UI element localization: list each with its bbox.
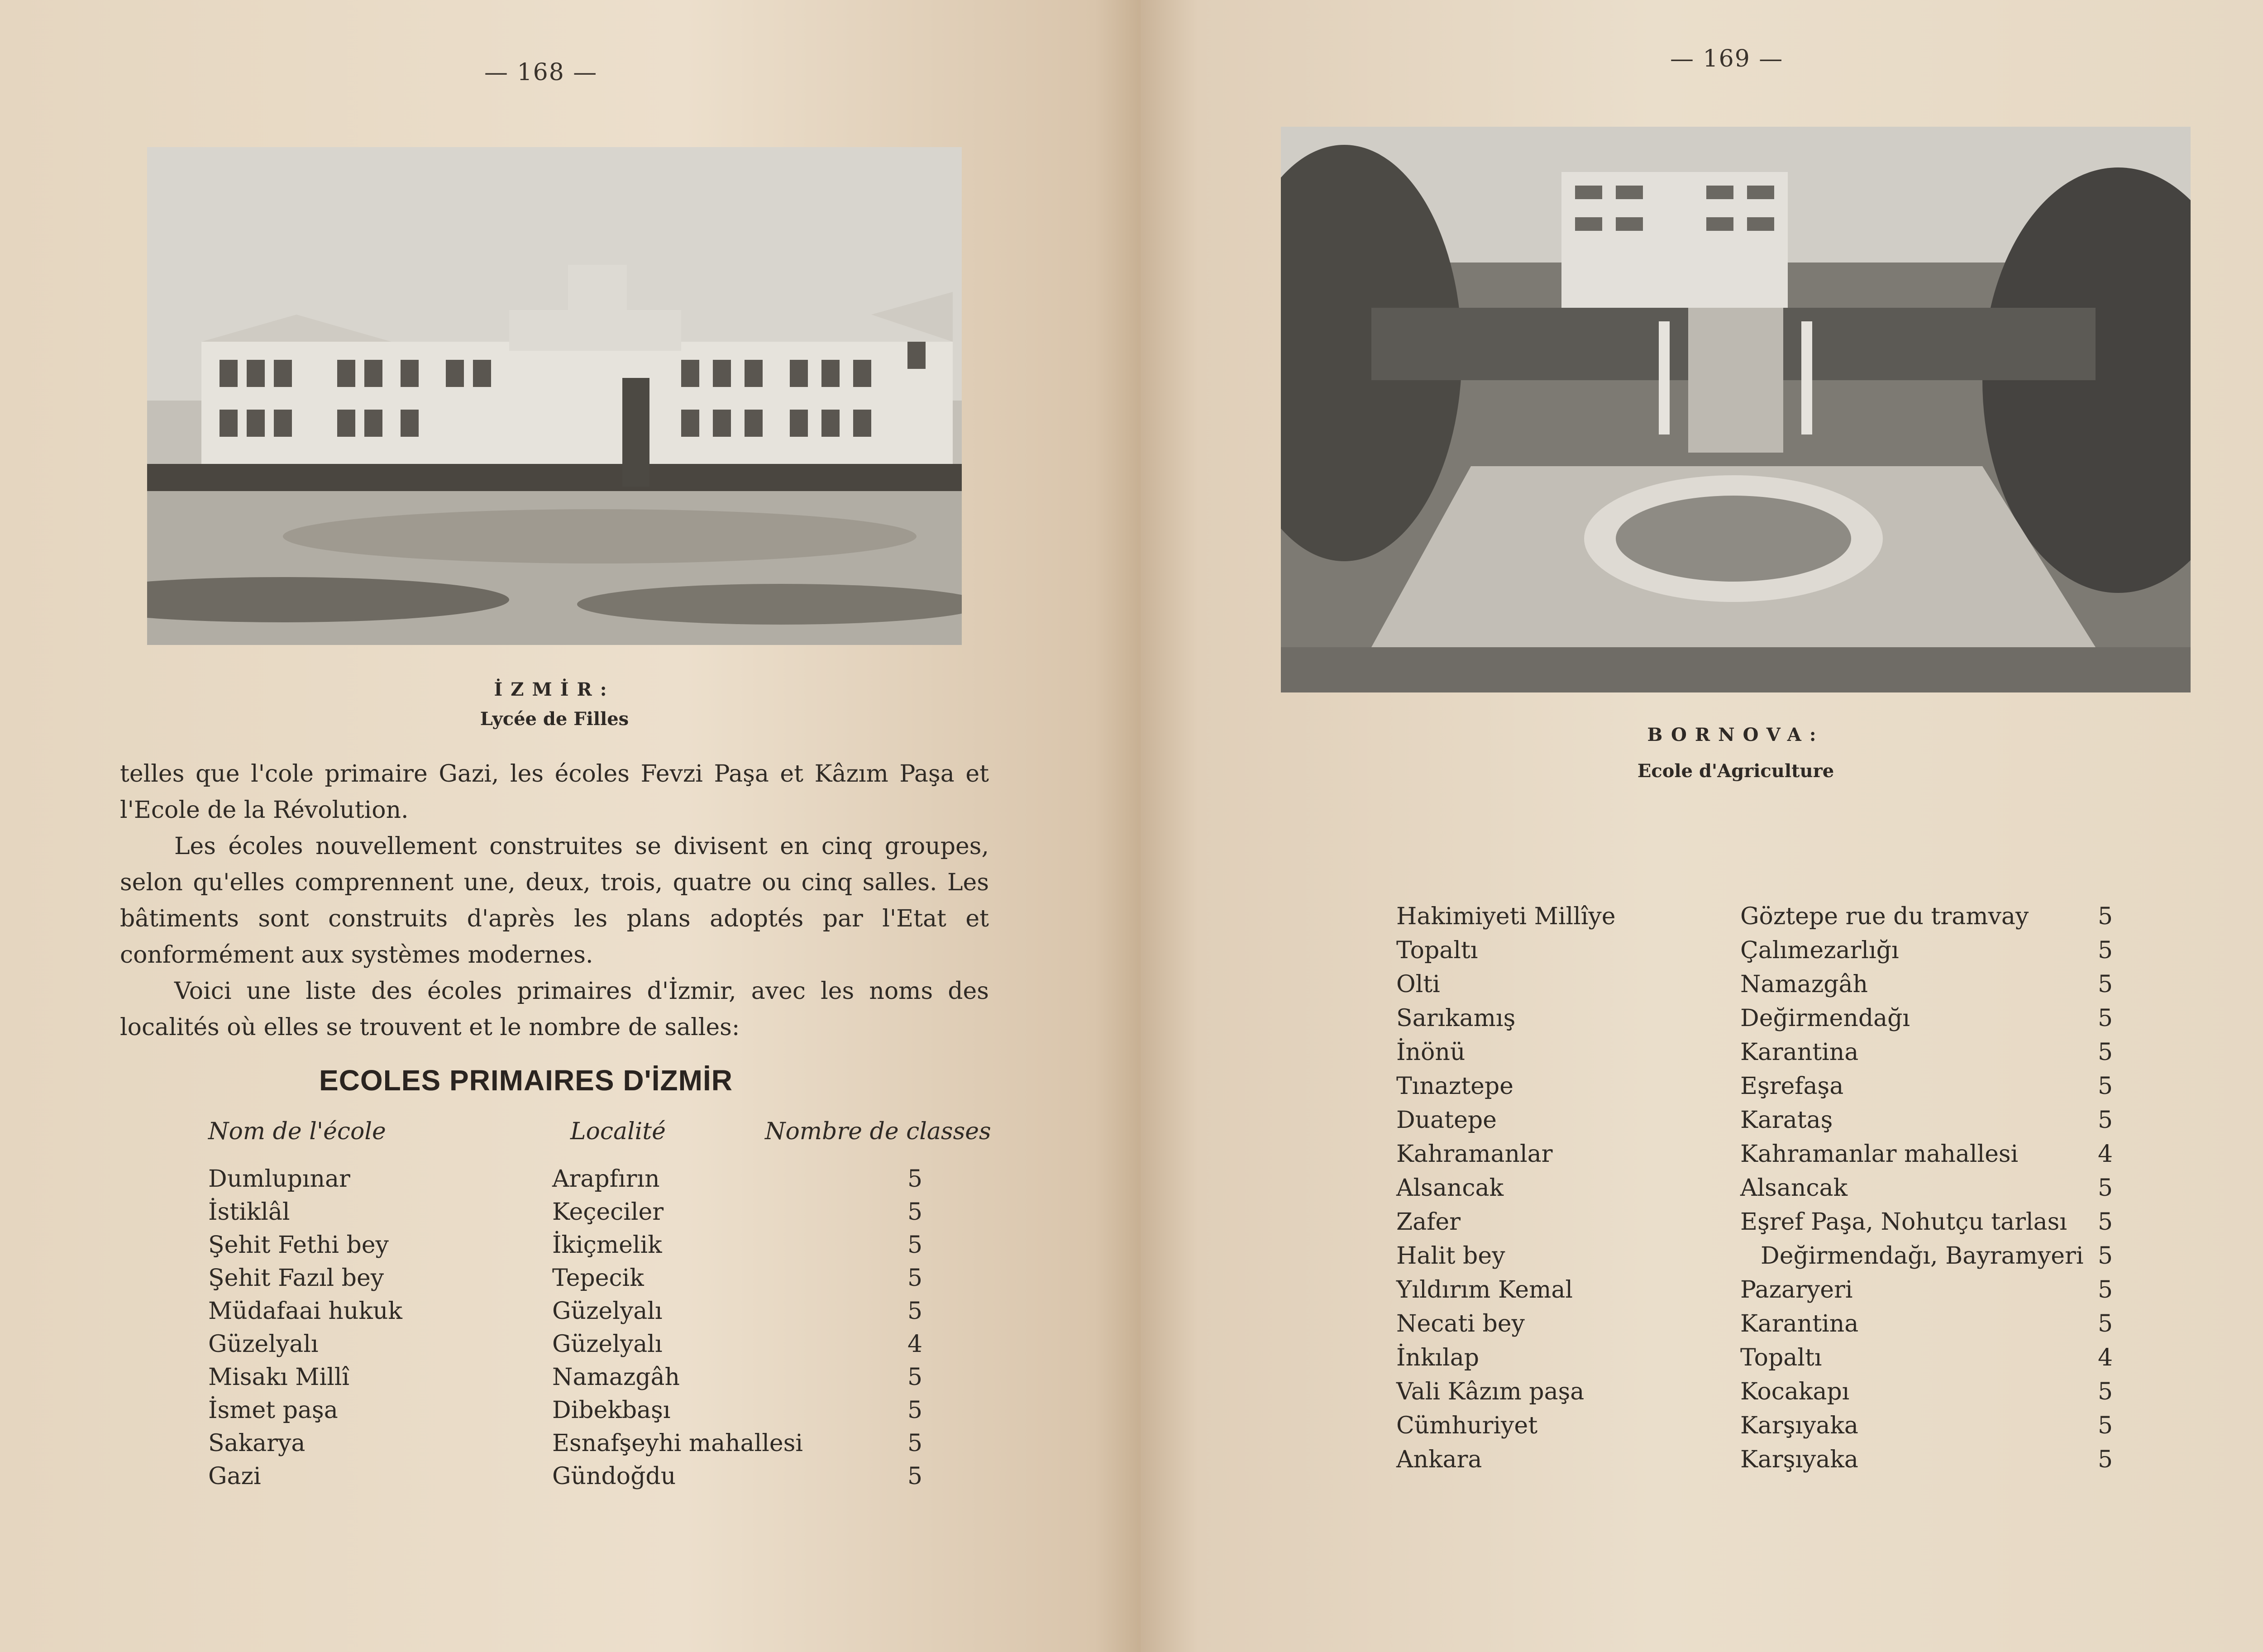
class-count: 5 — [2098, 1310, 2113, 1337]
locality: Eşrefaşa — [1740, 1073, 1844, 1100]
locality: Namazgâh — [1740, 971, 1868, 998]
class-count: 4 — [907, 1331, 923, 1358]
school-name: Zafer — [1396, 1208, 1461, 1236]
column-header-locality: Localité — [570, 1118, 666, 1145]
paragraph: Voici une liste des écoles primaires d'İzmir, avec les noms des localités où elles se trouvent et le nombre de salles: — [120, 978, 989, 1041]
school-name: İnönü — [1396, 1039, 1466, 1066]
school-name: Şehit Fethi bey — [208, 1232, 389, 1259]
class-count: 4 — [2098, 1344, 2113, 1371]
class-count: 5 — [2098, 1073, 2113, 1100]
locality: Karşıyaka — [1740, 1446, 1858, 1473]
class-count: 5 — [2098, 1412, 2113, 1439]
class-count: 5 — [907, 1265, 923, 1292]
class-count: 5 — [2098, 1378, 2113, 1405]
class-count: 5 — [907, 1165, 923, 1193]
class-count: 5 — [907, 1397, 923, 1424]
locality: Değirmendağı — [1740, 1005, 1910, 1032]
school-name: Necati bey — [1396, 1310, 1525, 1337]
paragraph: telles que l'cole primaire Gazi, les écoles Fevzi Paşa et Kâzım Paşa et l'Ecole de la Révolution. — [120, 760, 989, 824]
locality: Pazaryeri — [1740, 1276, 1853, 1303]
school-name: Olti — [1396, 971, 1440, 998]
class-count: 5 — [907, 1298, 923, 1325]
school-name: Müdafaai hukuk — [208, 1298, 402, 1325]
locality: Güzelyalı — [552, 1298, 663, 1325]
locality: Eşref Paşa, Nohutçu tarlası — [1740, 1208, 2067, 1236]
locality: Alsancak — [1740, 1175, 1848, 1202]
locality: Güzelyalı — [552, 1331, 663, 1358]
locality: Esnafşeyhi mahallesi — [552, 1430, 803, 1457]
school-name: Topaltı — [1396, 937, 1478, 964]
class-count: 5 — [2098, 1208, 2113, 1236]
lycee-photo — [147, 147, 962, 645]
school-name: İnkılap — [1396, 1344, 1480, 1371]
class-count: 5 — [907, 1198, 923, 1226]
photo-caption-city: BORNOVA: — [1647, 724, 1824, 745]
agriculture-school-photo — [1281, 127, 2191, 692]
school-name: Duatepe — [1396, 1107, 1497, 1134]
class-count: 5 — [2098, 1107, 2113, 1134]
school-name: Ankara — [1396, 1446, 1482, 1473]
class-count: 5 — [2098, 1446, 2113, 1473]
school-name: İstiklâl — [208, 1198, 290, 1226]
class-count: 5 — [907, 1232, 923, 1259]
page-number: — 169 — — [1670, 45, 1784, 72]
class-count: 5 — [907, 1430, 923, 1457]
locality: Keçeciler — [552, 1198, 664, 1226]
class-count: 5 — [2098, 1175, 2113, 1202]
locality: Kahramanlar mahallesi — [1740, 1141, 2019, 1168]
class-count: 5 — [2098, 903, 2113, 930]
school-name: Güzelyalı — [208, 1331, 319, 1358]
school-name: Hakimiyeti Millîye — [1396, 903, 1616, 930]
school-name: Gazi — [208, 1463, 261, 1490]
body-text — [120, 756, 989, 1046]
school-name: Şehit Fazıl bey — [208, 1265, 384, 1292]
locality: Karşıyaka — [1740, 1412, 1858, 1439]
column-header-classes: Nombre de classes — [765, 1118, 991, 1145]
locality: Tepecik — [552, 1265, 644, 1292]
class-count: 4 — [2098, 1141, 2113, 1168]
locality: İkiçmelik — [552, 1232, 662, 1259]
locality: Karantina — [1740, 1039, 1859, 1066]
photo-caption-title: Lycée de Filles — [480, 708, 629, 730]
locality: Karataş — [1740, 1107, 1833, 1134]
school-name: İsmet paşa — [208, 1397, 338, 1424]
locality: Dibekbaşı — [552, 1397, 671, 1424]
school-name: Sakarya — [208, 1430, 306, 1457]
locality: Namazgâh — [552, 1364, 680, 1391]
class-count: 5 — [2098, 971, 2113, 998]
photo-caption-city: İZMİR: — [494, 679, 615, 700]
page-number: — 168 — — [484, 59, 598, 86]
school-name: Alsancak — [1396, 1175, 1504, 1202]
locality: Değirmendağı, Bayramyeri — [1761, 1242, 2084, 1270]
paragraph: Les écoles nouvellement construites se divisent en cinq groupes, selon qu'elles comprennent une, deux, trois, quatre ou cinq salles. Les bâtiments sont construits d'après les plans adoptés par l'Etat et conformément aux systèmes modernes. — [120, 833, 989, 969]
locality: Kocakapı — [1740, 1378, 1850, 1405]
locality: Göztepe rue du tramvay — [1740, 903, 2029, 930]
school-name: Misakı Millî — [208, 1364, 349, 1391]
column-header-school: Nom de l'école — [208, 1118, 386, 1145]
class-count: 5 — [2098, 1005, 2113, 1032]
school-name: Vali Kâzım paşa — [1396, 1378, 1585, 1405]
right-page — [1141, 0, 2263, 1652]
locality: Çalımezarlığı — [1740, 937, 1899, 964]
class-count: 5 — [2098, 1242, 2113, 1270]
school-name: Halit bey — [1396, 1242, 1505, 1270]
class-count: 5 — [2098, 937, 2113, 964]
locality: Topaltı — [1740, 1344, 1822, 1371]
locality: Gündoğdu — [552, 1463, 676, 1490]
class-count: 5 — [2098, 1276, 2113, 1303]
photo-caption-title: Ecole d'Agriculture — [1637, 760, 1834, 782]
class-count: 5 — [2098, 1039, 2113, 1066]
locality: Karantina — [1740, 1310, 1859, 1337]
school-name: Kahramanlar — [1396, 1141, 1553, 1168]
locality: Arapfırın — [552, 1165, 660, 1193]
school-name: Tınaztepe — [1396, 1073, 1513, 1100]
table-title: ECOLES PRIMAIRES D'İZMİR — [319, 1064, 733, 1097]
school-name: Dumlupınar — [208, 1165, 350, 1193]
class-count: 5 — [907, 1364, 923, 1391]
school-name: Sarıkamış — [1396, 1005, 1516, 1032]
school-name: Cümhuriyet — [1396, 1412, 1538, 1439]
school-name: Yıldırım Kemal — [1396, 1276, 1573, 1303]
class-count: 5 — [907, 1463, 923, 1490]
